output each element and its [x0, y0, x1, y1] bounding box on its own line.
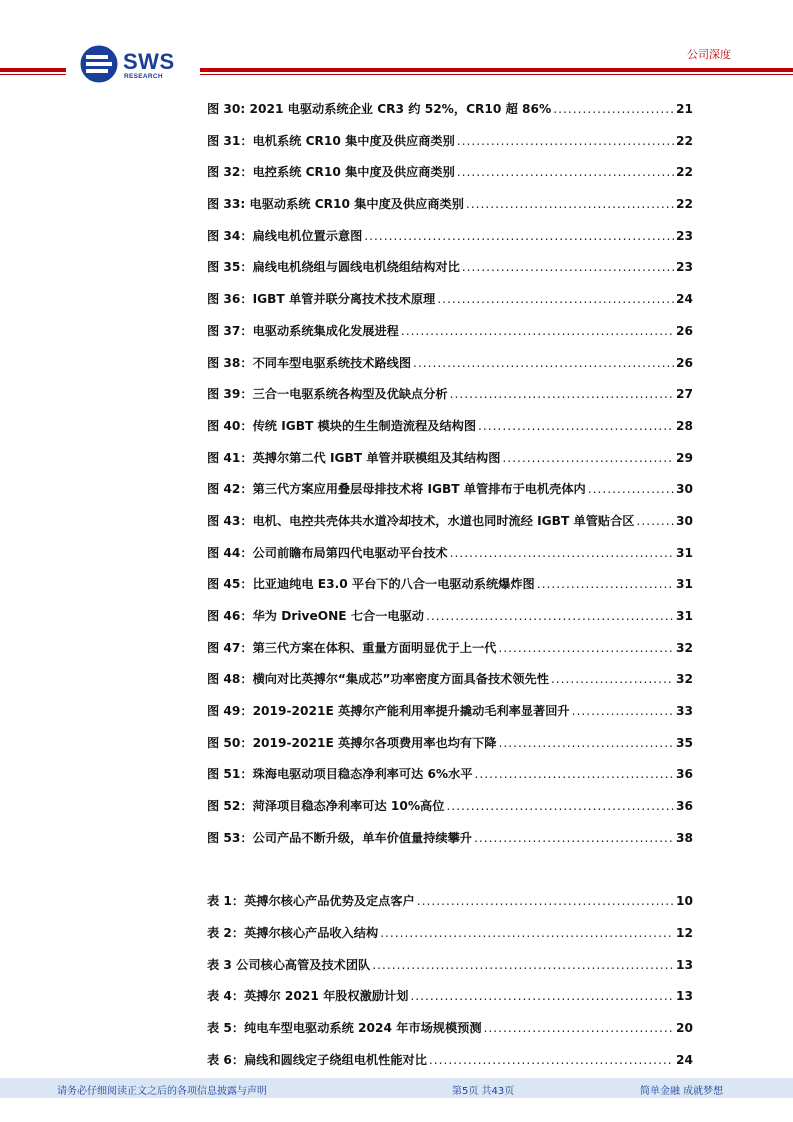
figure-toc-entry-page-number: 36 [676, 799, 693, 814]
table-toc-entry-page-number: 12 [676, 925, 693, 940]
table-toc-entry[interactable] [207, 1019, 693, 1051]
figure-index-list [207, 100, 693, 861]
table-toc-entry[interactable] [207, 892, 693, 924]
dot-leader [410, 989, 674, 1003]
footer-slogan: 简单金融 成就梦想 [640, 1086, 724, 1097]
table-toc-entry-page-number: 13 [676, 989, 693, 1004]
dot-leader [462, 260, 674, 274]
table-toc-entry-label: 表 1：英搏尔核心产品优势及定点客户 [207, 894, 415, 908]
figure-toc-entry-label: 图 34：扁线电机位置示意图 [207, 228, 363, 243]
figure-toc-entry-label: 图 49：2019-2021E 英搏尔产能利用率提升撬动毛利率显著回升 [207, 704, 570, 719]
figure-toc-entry-label: 图 45：比亚迪纯电 E3.0 平台下的八合一电驱动系统爆炸图 [207, 577, 535, 592]
footer-page-number: 第5页 共43页 [452, 1086, 515, 1097]
header-rule-left [0, 68, 66, 72]
figure-toc-entry[interactable] [207, 195, 693, 227]
figure-toc-entry-page-number: 33 [676, 704, 693, 719]
table-index-list [207, 892, 693, 1083]
figure-toc-entry-page-number: 30 [676, 513, 693, 528]
figure-toc-entry-page-number: 35 [676, 735, 693, 750]
figure-toc-entry-page-number: 27 [676, 387, 693, 402]
dot-leader [551, 672, 674, 686]
dot-leader [401, 324, 674, 338]
figure-toc-entry-label: 图 47：第三代方案在体积、重量方面明显优于上一代 [207, 640, 497, 655]
figure-toc-entry-page-number: 28 [676, 418, 693, 433]
figure-toc-entry-page-number: 23 [676, 260, 693, 275]
table-toc-entry-page-number: 13 [676, 957, 693, 972]
dot-leader [417, 894, 674, 908]
figure-toc-entry[interactable] [207, 829, 693, 861]
figure-toc-entry-label: 图 39：三合一电驱系统各构型及优缺点分析 [207, 387, 448, 402]
figure-toc-entry[interactable] [207, 607, 693, 639]
figure-toc-entry-label: 图 31：电机系统 CR10 集中度及供应商类别 [207, 133, 455, 148]
figure-toc-entry-label: 图 52：菏泽项目稳态净利率可达 10%高位 [207, 799, 445, 814]
figure-toc-entry-label: 图 53：公司产品不断升级，单车价值量持续攀升 [207, 830, 472, 845]
figure-toc-entry[interactable] [207, 575, 693, 607]
figure-toc-entry[interactable] [207, 544, 693, 576]
figure-toc-entry-label: 图 35：扁线电机绕组与圆线电机绕组结构对比 [207, 260, 460, 275]
figure-toc-entry-label: 图 40：传统 IGBT 模块的生生制造流程及结构图 [207, 418, 477, 433]
figure-toc-entry-page-number: 36 [676, 767, 693, 782]
figure-toc-entry[interactable] [207, 512, 693, 544]
figure-toc-entry[interactable] [207, 322, 693, 354]
dot-leader [537, 577, 674, 591]
header-rule-right [200, 68, 793, 72]
report-type-label: 公司深度 [687, 48, 731, 61]
figure-toc-entry[interactable] [207, 449, 693, 481]
dot-leader [498, 736, 674, 750]
dot-leader [437, 292, 674, 306]
table-toc-entry-page-number: 10 [676, 894, 693, 908]
table-toc-entry-label: 表 5：纯电车型电驱动系统 2024 年市场规模预测 [207, 1021, 482, 1036]
sws-logo-icon [80, 45, 118, 83]
table-toc-entry-label: 表 3 公司核心高管及技术团队 [207, 957, 371, 972]
figure-toc-entry-page-number: 22 [676, 165, 693, 180]
figure-toc-entry-page-number: 32 [676, 640, 693, 655]
logo-subtitle: RESEARCH [124, 73, 163, 80]
figure-toc-entry-page-number: 24 [676, 292, 693, 307]
figure-toc-entry-page-number: 23 [676, 228, 693, 243]
footer-disclaimer: 请务必仔细阅读正文之后的各项信息披露与声明 [57, 1086, 267, 1097]
figure-toc-entry[interactable] [207, 734, 693, 766]
dot-leader [450, 546, 674, 560]
figure-toc-entry-page-number: 31 [676, 577, 693, 592]
dot-leader [478, 419, 674, 433]
dot-leader [553, 102, 674, 116]
figure-toc-entry[interactable] [207, 132, 693, 164]
figure-toc-entry-page-number: 31 [676, 609, 693, 623]
figure-toc-entry[interactable] [207, 163, 693, 195]
dot-leader [484, 1021, 675, 1035]
dot-leader [457, 134, 674, 148]
logo-name: SWS [123, 49, 175, 74]
figure-toc-entry-label: 图 38：不同车型电驱系统技术路线图 [207, 355, 412, 370]
figure-toc-entry[interactable] [207, 670, 693, 702]
figure-toc-entry[interactable] [207, 765, 693, 797]
figure-toc-entry-page-number: 22 [676, 133, 693, 148]
dot-leader [429, 1053, 674, 1067]
figure-toc-entry[interactable] [207, 100, 693, 132]
figure-toc-entry-page-number: 30 [676, 482, 693, 497]
table-toc-entry[interactable] [207, 956, 693, 988]
dot-leader [498, 641, 674, 655]
table-toc-entry-page-number: 20 [676, 1021, 693, 1036]
figure-toc-entry-label: 图 42：第三代方案应用叠层母排技术将 IGBT 单管排布于电机壳体内 [207, 482, 586, 497]
figure-toc-entry[interactable] [207, 797, 693, 829]
figure-toc-entry-label: 图 32：电控系统 CR10 集中度及供应商类别 [207, 165, 455, 180]
figure-toc-entry-page-number: 31 [676, 545, 693, 560]
dot-leader [380, 926, 674, 940]
dot-leader [502, 451, 674, 465]
company-logo [80, 45, 190, 85]
figure-toc-entry-label: 图 36：IGBT 单管并联分离技术技术原理 [207, 292, 436, 307]
figure-toc-entry-label: 图 41：英搏尔第二代 IGBT 单管并联模组及其结构图 [207, 450, 501, 465]
dot-leader [572, 704, 674, 718]
table-toc-entry-page-number: 24 [676, 1052, 693, 1067]
figure-toc-entry-page-number: 22 [676, 197, 693, 212]
figure-toc-entry-label: 图 51：珠海电驱动项目稳态净利率可达 6%水平 [207, 767, 473, 782]
figure-toc-entry-label: 图 37：电驱动系统集成化发展进程 [207, 323, 399, 338]
figure-toc-entry-page-number: 21 [676, 102, 693, 116]
dot-leader [457, 165, 674, 179]
dot-leader [413, 356, 674, 370]
header-rule-right-thin [200, 74, 793, 75]
dot-leader [426, 609, 674, 623]
figure-toc-entry-page-number: 26 [676, 323, 693, 338]
header-rule-left-thin [0, 74, 66, 75]
figure-toc-entry[interactable] [207, 290, 693, 322]
figure-toc-entry-page-number: 29 [676, 450, 693, 465]
figure-toc-entry[interactable] [207, 258, 693, 290]
figure-toc-entry-label: 图 30: 2021 电驱动系统企业 CR3 约 52%，CR10 超 86% [207, 102, 552, 116]
figure-toc-entry-label: 图 43：电机、电控共壳体共水道冷却技术，水道也同时流经 IGBT 单管贴合区 [207, 513, 635, 528]
figure-toc-entry-label: 图 48：横向对比英搏尔“集成芯”功率密度方面具备技术领先性 [207, 672, 549, 687]
dot-leader [636, 514, 674, 528]
figure-toc-entry-page-number: 38 [676, 830, 693, 845]
figure-toc-entry[interactable] [207, 417, 693, 449]
figure-toc-entry-page-number: 26 [676, 355, 693, 370]
dot-leader [372, 958, 674, 972]
dot-leader [475, 767, 675, 781]
figure-toc-entry[interactable] [207, 639, 693, 671]
figure-toc-entry-page-number: 32 [676, 672, 693, 687]
figure-toc-entry[interactable] [207, 385, 693, 417]
dot-leader [588, 482, 674, 496]
figure-toc-entry-label: 图 46：华为 DriveONE 七合一电驱动 [207, 609, 424, 623]
table-toc-entry-label: 表 2：英搏尔核心产品收入结构 [207, 925, 379, 940]
dot-leader [466, 197, 674, 211]
table-toc-entry-label: 表 6：扁线和圆线定子绕组电机性能对比 [207, 1052, 427, 1067]
figure-toc-entry-label: 图 50：2019-2021E 英搏尔各项费用率也均有下降 [207, 735, 497, 750]
dot-leader [450, 387, 674, 401]
figure-toc-entry[interactable] [207, 227, 693, 259]
dot-leader [446, 799, 674, 813]
figure-toc-entry[interactable] [207, 354, 693, 386]
figure-toc-entry[interactable] [207, 702, 693, 734]
dot-leader [474, 831, 674, 845]
figure-toc-entry-label: 图 33: 电驱动系统 CR10 集中度及供应商类别 [207, 197, 464, 212]
table-toc-entry[interactable] [207, 987, 693, 1019]
figure-toc-entry[interactable] [207, 480, 693, 512]
dot-leader [364, 229, 674, 243]
table-toc-entry[interactable] [207, 924, 693, 956]
figure-toc-entry-label: 图 44：公司前瞻布局第四代电驱动平台技术 [207, 545, 448, 560]
table-toc-entry-label: 表 4：英搏尔 2021 年股权激励计划 [207, 989, 409, 1004]
